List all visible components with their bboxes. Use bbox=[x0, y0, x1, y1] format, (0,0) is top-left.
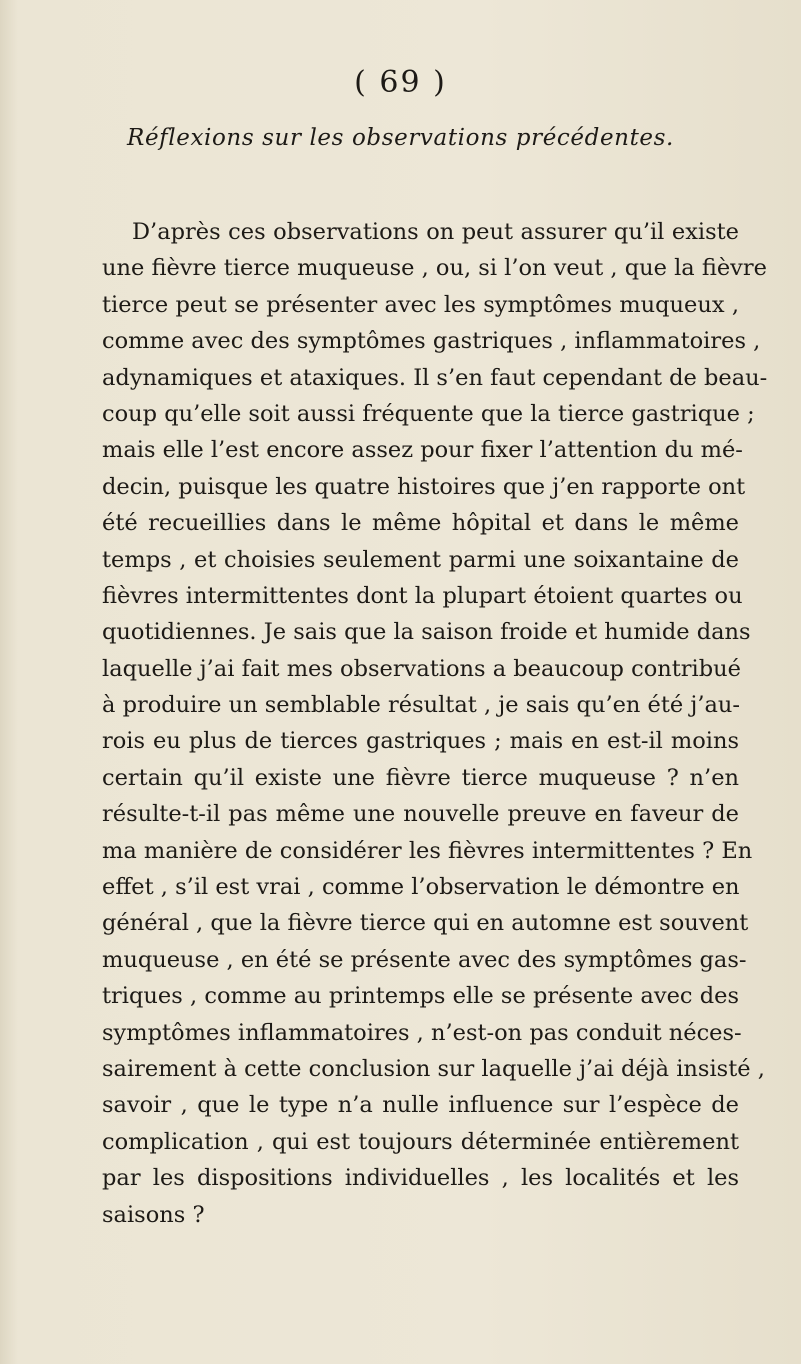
text-line: adynamiques et ataxiques. Il s’en faut cependant de beau- bbox=[102, 364, 768, 391]
text-line: symptômes inflammatoires , n’est-on pas conduit néces- bbox=[102, 1019, 742, 1046]
text-line: ma manière de considérer les fièvres intermittentes ? En bbox=[102, 837, 753, 864]
text-line: decin, puisque les quatre histoires que j’en rapporte ont bbox=[102, 473, 746, 500]
text-line: sairement à cette conclusion sur laquelle j’ai déjà insisté , bbox=[102, 1055, 765, 1082]
text-line: D’après ces observations on peut assurer qu’il existe bbox=[132, 219, 739, 245]
text-line: une fièvre tierce muqueuse , ou, si l’on veut , que la fièvre bbox=[102, 255, 767, 282]
text-line: quotidiennes. Je sais que la saison froide et humide dans bbox=[102, 619, 751, 646]
text-line: été recueillies dans le même hôpital et dans le même bbox=[102, 510, 739, 537]
page-number: ( 69 ) bbox=[354, 65, 447, 100]
text-line: coup qu’elle soit aussi fréquente que la tierce gastrique ; bbox=[102, 400, 755, 427]
text-line: saisons ? bbox=[102, 1201, 205, 1228]
text-line: comme avec des symptômes gastriques , inflammatoires , bbox=[102, 328, 761, 355]
body-paragraph bbox=[102, 214, 768, 1233]
text-line: général , que la fièvre tierce qui en automne est souvent bbox=[102, 910, 749, 937]
text-line: mais elle l’est encore assez pour fixer l’attention du mé- bbox=[102, 437, 743, 464]
text-line: laquelle j’ai fait mes observations a beaucoup contribué bbox=[102, 655, 741, 682]
text-line: à produire un semblable résultat , je sais qu’en été j’au- bbox=[102, 692, 741, 719]
text-line: savoir , que le type n’a nulle influence sur l’espèce de bbox=[102, 1092, 739, 1119]
text-line: certain qu’il existe une fièvre tierce muqueuse ? n’en bbox=[102, 764, 739, 791]
text-line: tierce peut se présenter avec les symptômes muqueux , bbox=[102, 291, 739, 318]
text-line: par les dispositions individuelles , les localités et les bbox=[102, 1165, 739, 1192]
text-line: triques , comme au printemps elle se présente avec des bbox=[102, 983, 739, 1010]
section-heading: Réflexions sur les observations précédentes. bbox=[127, 125, 674, 151]
text-line: temps , et choisies seulement parmi une soixantaine de bbox=[102, 546, 739, 573]
text-line: résulte-t-il pas même une nouvelle preuve en faveur de bbox=[102, 801, 739, 828]
text-line: fièvres intermittentes dont la plupart étoient quartes ou bbox=[102, 582, 743, 609]
text-line: complication , qui est toujours déterminée entièrement bbox=[102, 1128, 739, 1155]
text-line: rois eu plus de tierces gastriques ; mais en est-il moins bbox=[102, 728, 739, 755]
text-line: muqueuse , en été se présente avec des symptômes gas- bbox=[102, 946, 747, 973]
text-line: effet , s’il est vrai , comme l’observation le démontre en bbox=[102, 874, 740, 901]
